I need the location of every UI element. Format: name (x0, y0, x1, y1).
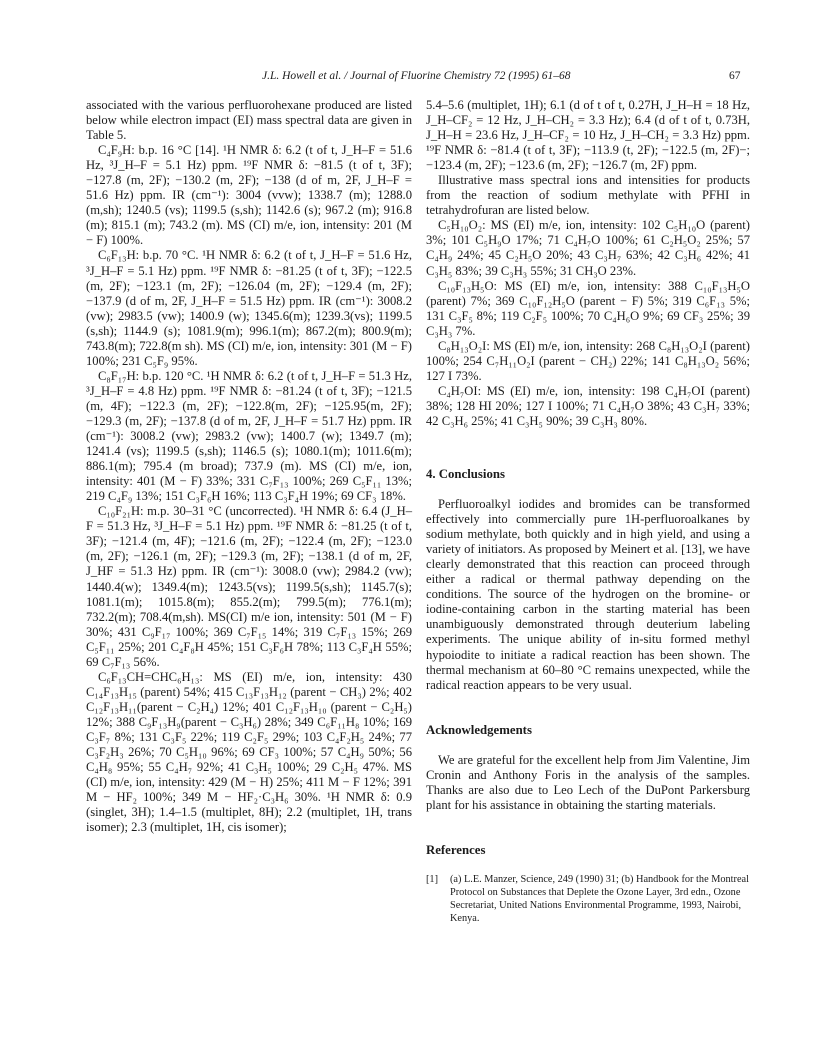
paragraph-c6f13ch-chc6h13: C₆F₁₃CH=CHC₆H₁₃: MS (EI) m/e, ion, intensity: 430 C₁₄F₁₃H₁₅ (parent) 54%; 415 C₁₃F₁₃H₁₂ (parent − CH₃) 2%; 402 C₁₂F₁₃H₁₁(parent − C₂H₄) 12%; 401 C₁₂F₁₃H₁₀ (parent − C₂H₅) 12%; 388 C₉F₁₃H₉(parent − C₃H₆) 28%; 349 C₆F₁₁H₈ 10%; 169 C₃F₇ 8%; 131 C₃F₅ 22%; 119 C₂F₅ 29%; 103 C₄F₂H₅ 24%; 77 C₃F₂H₃ 26%; 70 C₅H₁₀ 96%; 69 CF₃ 100%; 57 C₄H₉ 50%; 56 C₄H₈ 95%; 55 C₄H₇ 92%; 41 C₃H₅ 100%; 29 C₂H₅ 47%. MS (CI) m/e, ion, intensity: 429 (M − H) 25%; 411 M − F 12%; 391 M − HF₂ 100%; 349 M − HF₂·C₃H₆ 30%. ¹H NMR δ: 0.9 (singlet, 3H); 1.4–1.5 (multiplet, 8H); 2.2 (multiplet, 1H, trans isomer); 2.3 (multiplet, 1H, cis isomer); (86, 669, 412, 835)
paragraph-c10f21h: C₁₀F₂₁H: m.p. 30–31 °C (uncorrected). ¹H NMR δ: 6.4 (J_H–F = 51.3 Hz, ³J_H–F = 5.1 Hz) ppm. ¹⁹F NMR δ: −81.25 (t of t, 3F); −121.4 (m, 4F); −121.6 (m, 2F); −122.4 (m, 2F); −123.0 (m, 2F); −126.1 (m, 2F); −129.3 (m, 2F); −138.1 (d of m, 2F, J_HF = 51.3 Hz) ppm. IR (cm⁻¹): 3008.0 (vw); 2984.2 (vw); 1440.4(w); 1349.4(m); 1243.5(vs); 1199.5(s,sh); 1145.7(s); 1081.1(m); 1015.8(m); 855.2(m); 799.5(m); 776.1(m); 732.2(m); 708.4(m,sh). MS(CI) m/e ion, intensity: 501 (M − F) 30%; 431 C₉F₁₇ 100%; 369 C₇F₁₅ 14%; 319 C₇F₁₃ 15%; 269 C₅F₁₁ 25%; 201 C₄F₈H 45%; 151 C₃F₆H 78%; 113 C₃F₄H 55%; 69 C₇F₁₃ 56%. (86, 504, 412, 669)
paragraph-c4h7oi: C₄H₇OI: MS (EI) m/e, ion, intensity: 198 C₄H₇OI (parent) 38%; 128 HI 20%; 127 I 100%; 71 C₄H₇O 38%; 43 C₃H₇ 33%; 42 C₃H₆ 25%; 41 C₃H₅ 90%; 39 C₃H₃ 80%. (426, 383, 750, 428)
right-column (426, 98, 750, 926)
reference-list (426, 873, 750, 926)
left-column (86, 98, 412, 835)
reference-number: [1] (426, 873, 439, 885)
running-title: J.L. Howell et al. / Journal of Fluorine Chemistry 72 (1995) 61–68 (262, 70, 571, 82)
section-spacer (426, 429, 750, 467)
paragraph-c5h10o2: C₅H₁₀O₂: MS (EI) m/e, ion, intensity: 102 C₅H₁₀O (parent) 3%; 101 C₅H₉O 17%; 71 C₄H₇O 100%; 61 C₂H₅O₂ 25%; 57 C₄H₉ 24%; 45 C₂H₅O 20%; 43 C₃H₇ 63%; 42 C₃H₆ 42%; 41 C₃H₅ 83%; 39 C₃H₃ 55%; 31 CH₃O 23%. (426, 218, 750, 278)
heading-spacer (426, 858, 750, 873)
heading-spacer (426, 482, 750, 497)
paragraph-c6f13h: C₆F₁₃H: b.p. 70 °C. ¹H NMR δ: 6.2 (t of t, J_H–F = 51.6 Hz, ³J_H–F = 5.1 Hz) ppm. ¹⁹F NMR δ: −81.25 (t of t, 3F); −122.5 (m, 2F); −123.1 (m, 2F); −126.04 (m, 2F); −129.4 (m, 2F); −137.9 (d of m, 2F, J_H–F = 51.5 Hz) ppm. IR (cm⁻¹): 3008.2 (vw); 2983.5 (vw); 1400.9 (w); 1345.6(m); 1239.3(vs); 1199.5 (s,sh); 1144.9 (s); 1081.9(m); 996.1(m); 867.2(m); 800.9(m); 743.8(m); 722.8(m sh). MS (CI) m/e, ion, intensity: 301 (M − F) 100%; 231 C₅F₉ 95%. (86, 248, 412, 368)
paragraph-acknowledgements: We are grateful for the excellent help from Jim Valentine, Jim Cronin and Anthony Foris in the analysis of the samples. Thanks are also due to Leo Lech of the DuPont Parkersburg plant for his assistance in obtaining the starting materials. (426, 752, 750, 812)
paragraph-conclusions: Perfluoroalkyl iodides and bromides can be transformed effectively into commercially pure 1H-perfluoroalkanes by sodium methylate, both quickly and in high yield, and using a variety of initiators. As proposed by Meinert et al. [13], we have clearly demonstrated that this reaction can proceed through either a radical or thermal pathway depending on the conditions. The source of the hydrogen on the bromine- or iodine-containing carbon in the starting material has been unambiguously demonstrated through deuterium labeling experiments. The unique ability of in-situ formed methyl hypoiodite to initiate a radical reaction has been shown. The thermal mechanism at 60–80 °C remains unexpected, while the radical reaction appears to be very usual. (426, 497, 750, 692)
section-spacer (426, 813, 750, 843)
reference-text: (a) L.E. Manzer, Science, 249 (1990) 31; (b) Handbook for the Montreal Protocol on Substances that Deplete the Ozone Layer, 3rd edn., Ozone Secretariat, United Nations Environmental Programme, 1993, Nairobi, Kenya. (450, 873, 749, 925)
paragraph-c8f17h: C₈F₁₇H: b.p. 120 °C. ¹H NMR δ: 6.2 (t of t, J_H–F = 51.3 Hz, ³J_H–F = 4.8 Hz) ppm. ¹⁹F NMR δ: −81.24 (t of t, 3F); −121.5 (m, 4F); −122.3 (m, 2F); −122.8(m, 2F); −125.95(m, 2F); −129.3 (m, 2F); −137.8 (d of m, 2F, J_H–F = 51.7 Hz) ppm. IR (cm⁻¹): 3008.2 (vw); 2983.2 (vw); 1400.7 (w); 1349.7 (m); 1241.4 (vs); 1199.5 (s,sh); 1146.5 (s); 1080.1(m); 1011.6(m); 886.1(m); 795.4 (m broad); 737.9 (m). MS (CI) m/e, ion, intensity: 401 (M − F) 33%; 331 C₇F₁₃ 100%; 269 C₅F₁₁ 13%; 219 C₄F₉ 13%; 151 C₃F₆H 16%; 113 C₃F₄H 19%; 69 CF₃ 18%. (86, 368, 412, 504)
paragraph-ms-intro: Illustrative mass spectral ions and intensities for products from the reaction of sodium methylate with PFHI in tetrahydrofuran are listed below. (426, 173, 750, 218)
paragraph-c8h13o2i: C₈H₁₃O₂I: MS (EI) m/e, ion, intensity: 268 C₈H₁₃O₂I (parent) 100%; 254 C₇H₁₁O₂I (parent − CH₂) 22%; 141 C₈H₁₃O₂ 56%; 127 I 73%. (426, 338, 750, 383)
paragraph-c4f9h: C₄F₉H: b.p. 16 °C [14]. ¹H NMR δ: 6.2 (t of t, J_H–F = 51.6 Hz, ³J_H–F = 5.1 Hz) ppm. ¹⁹F NMR δ: −81.5 (t of t, 3F); −127.8 (m, 2F); −130.2 (m, 2F); −138 (d of m, 2F, J_H–F = 51.6 Hz) ppm. IR (cm⁻¹): 3004 (vvw); 1338.7 (m); 1288.0 (m,sh); 1240.5 (vs); 1199.5 (s,sh); 1142.6 (s); 967.2 (m); 916.8 (m); 815.1 (m); 743.2 (m). MS (CI) m/e, ion, intensity: 201 (M − F) 100%. (86, 143, 412, 248)
reference-item (426, 873, 750, 926)
section-heading-conclusions: 4. Conclusions (426, 467, 505, 482)
paragraph-c10f13h5o: C₁₀F₁₃H₅O: MS (EI) m/e, ion, intensity: 388 C₁₀F₁₃H₅O (parent) 7%; 369 C₁₀F₁₂H₅O (parent − F) 5%; 319 C₆F₁₃ 5%; 131 C₃F₅ 8%; 119 C₂F₅ 100%; 70 C₄H₆O 9%; 69 CF₃ 25%; 39 C₃H₃ 7%. (426, 278, 750, 338)
section-heading-references: References (426, 842, 486, 857)
section-heading-acknowledgements: Acknowledgements (426, 722, 532, 737)
section-spacer (426, 693, 750, 723)
paragraph-nmr-continuation: 5.4–5.6 (multiplet, 1H); 6.1 (d of t of t, 0.27H, J_H–H = 18 Hz, J_H–CF₂ = 12 Hz, J_H–CH₂ = 3.3 Hz); 6.4 (d of t of t, 0.73H, J_H–H = 23.6 Hz, J_H–CF₂ = 10 Hz, J_H–CH₂ = 3.3 Hz) ppm. ¹⁹F NMR δ: −81.4 (t of t, 3F); −113.9 (t, 2F); −122.5 (m, 2F)−; −123.4 (m, 2F); −123.6 (m, 2F); −126.7 (m, 2F) ppm. (426, 98, 750, 173)
paragraph-intro: associated with the various perfluorohexane produced are listed below while electron impact (EI) mass spectral data are given in Table 5. (86, 98, 412, 143)
page-number: 67 (729, 70, 741, 82)
heading-spacer (426, 738, 750, 753)
running-header (0, 70, 816, 88)
